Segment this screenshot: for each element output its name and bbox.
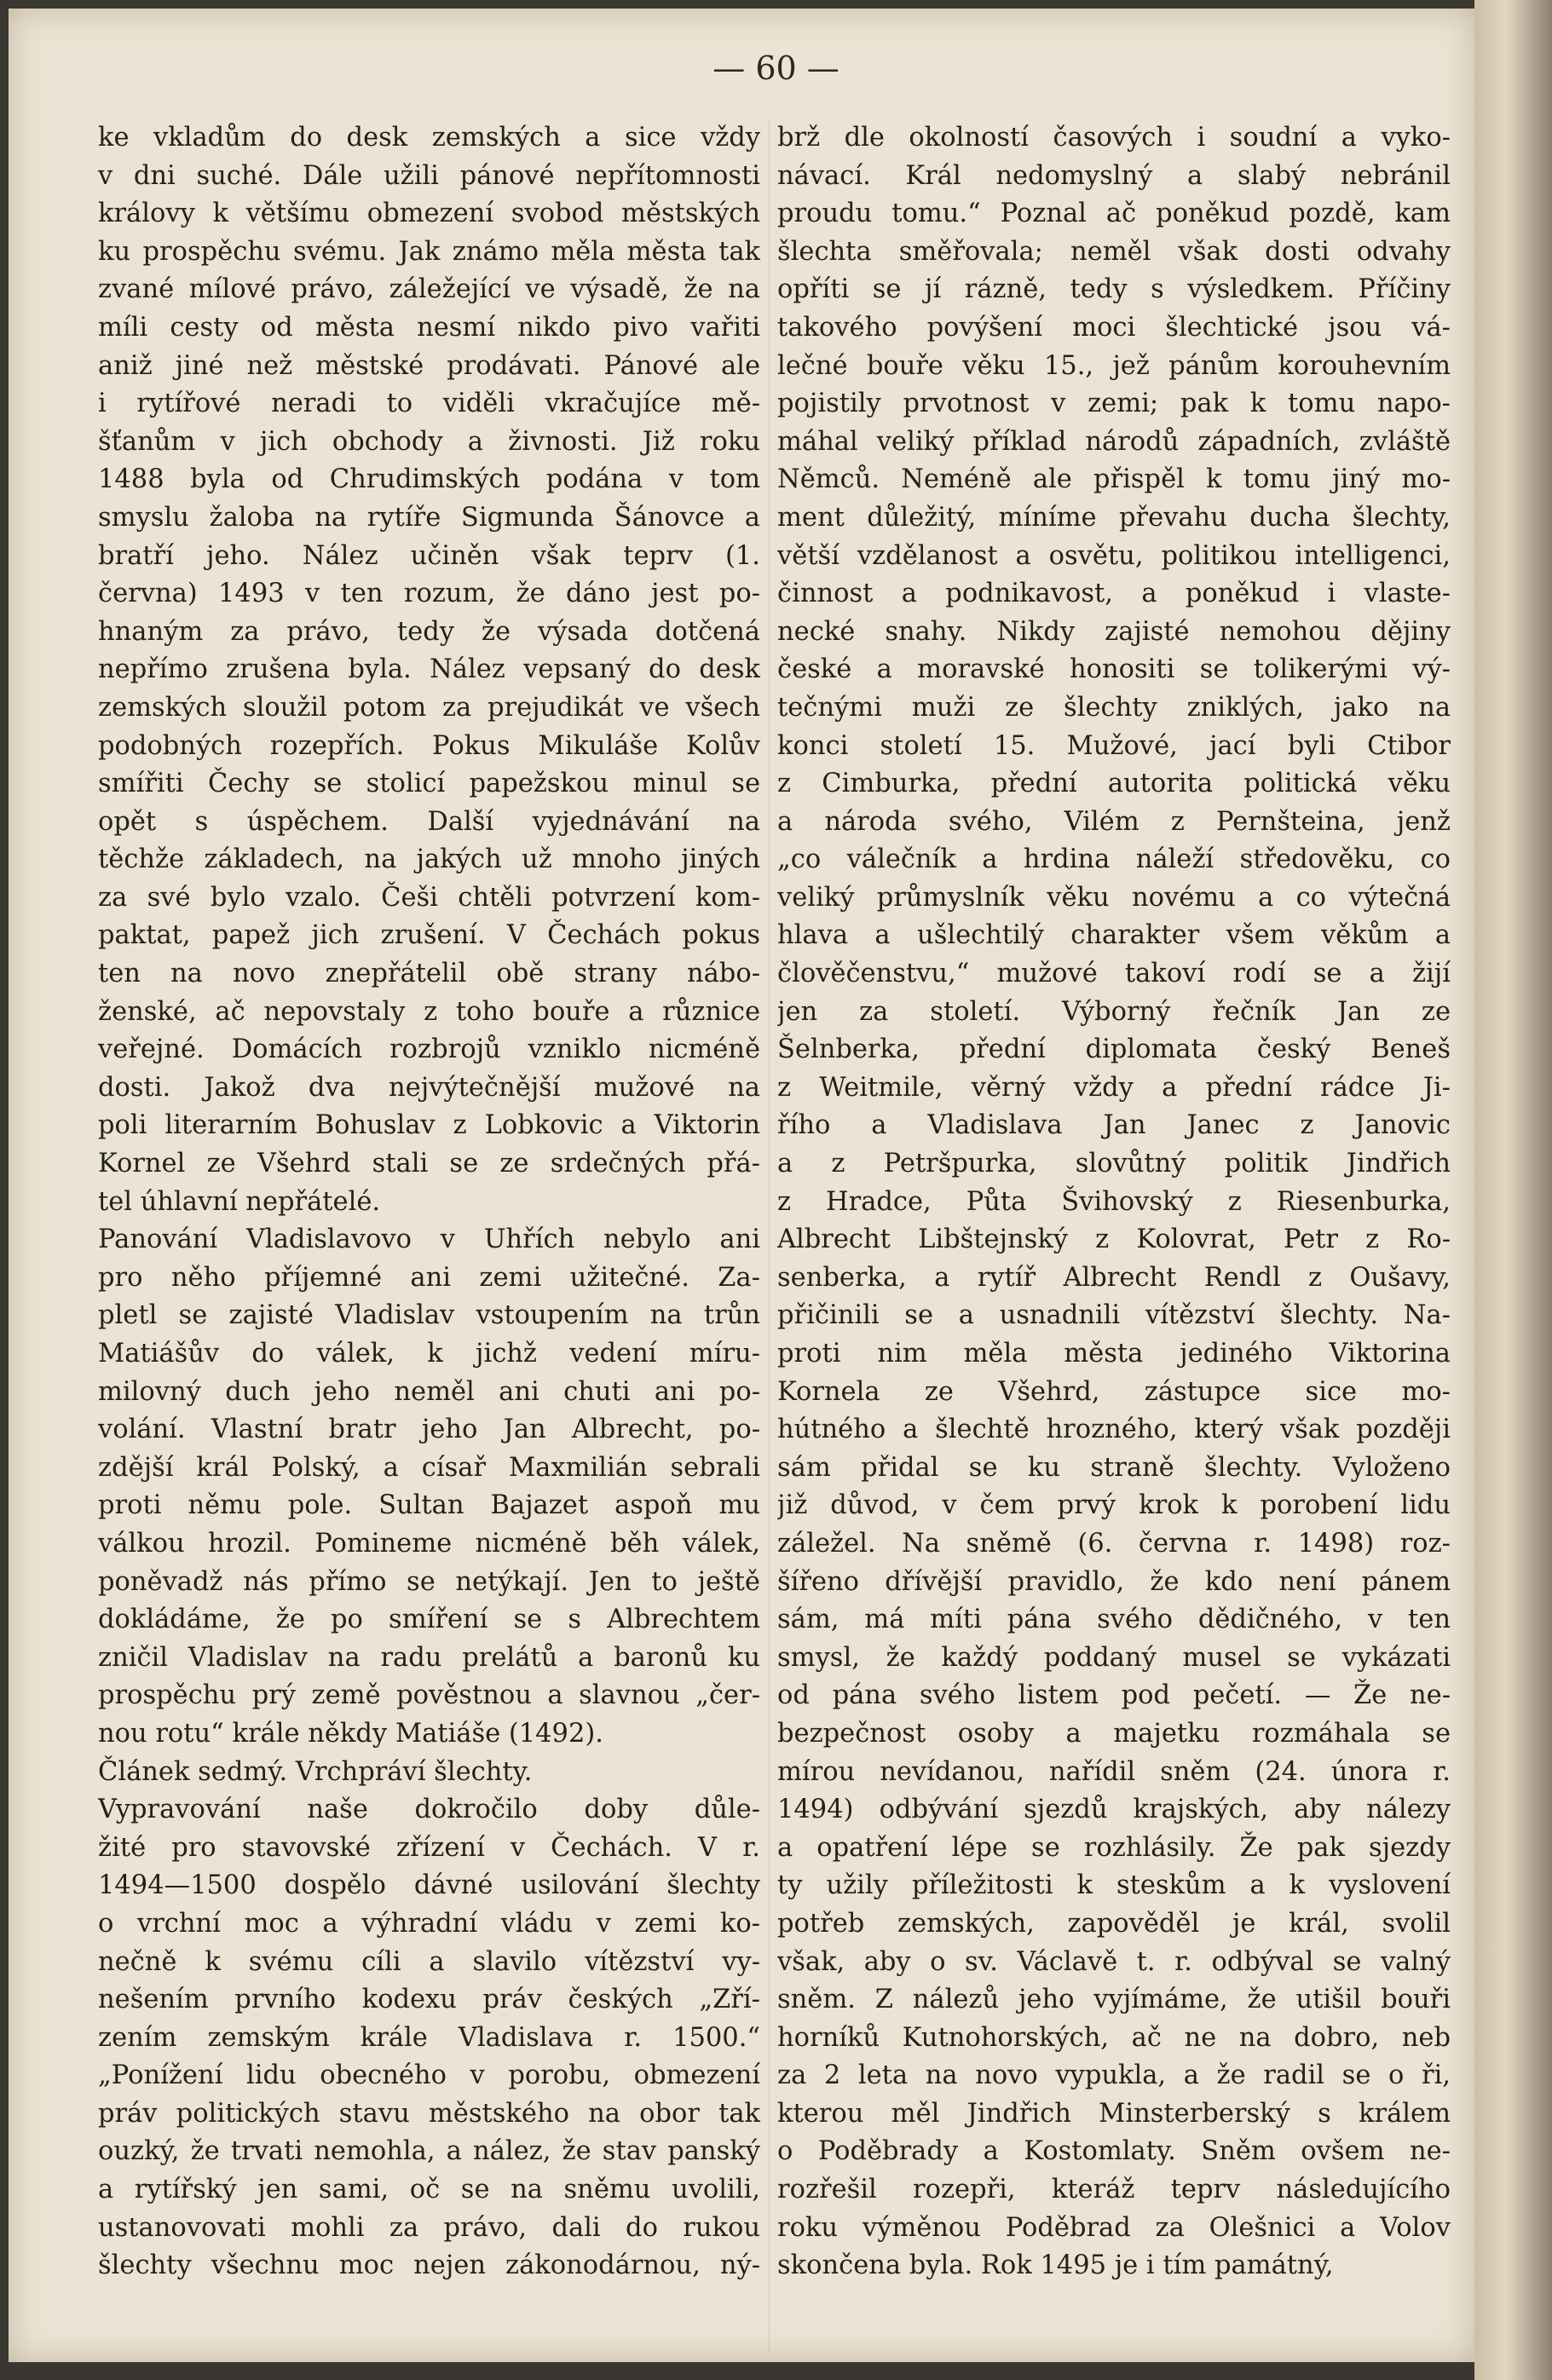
text-line: ku prospěchu svému. Jak známo měla města tak	[98, 236, 760, 267]
text-line: zením zemským krále Vladislava r. 1500.“	[98, 2022, 760, 2053]
text-line: zvané mílové právo, záležející ve výsadě, že na	[98, 274, 760, 305]
text-line: a z Petršpurka, slovůtný politik Jindřich	[777, 1149, 1451, 1179]
text-line: opět s úspěchem. Další vyjednávání na	[98, 806, 760, 837]
text-line: o Poděbrady a Kostomlaty. Sněm ovšem ne-	[777, 2136, 1451, 2167]
text-line: 1494—1500 dospělo dávné usilování šlechty	[98, 1870, 760, 1901]
text-line: dosti. Jakož dva nejvýtečnější mužové na	[98, 1072, 760, 1103]
text-line: ty užily příležitosti k steskům a k vyslovení	[777, 1870, 1451, 1901]
page-number: — 60 —	[713, 49, 839, 87]
text-line: tel úhlavní nepřátelé.	[98, 1186, 381, 1217]
text-line: šířeno dřívější pravidlo, že kdo není pánem	[777, 1566, 1451, 1597]
text-line: konci století 15. Mužové, jací byli Ctibor	[777, 730, 1451, 761]
text-line: ke vkladům do desk zemských a sice vždy	[98, 123, 760, 153]
text-line: záležel. Na sněmě (6. června r. 1498) roz-	[777, 1528, 1451, 1559]
text-line: 1494) odbývání sjezdů krajských, aby nálezy	[777, 1795, 1451, 1825]
text-line: přičinili se a usnadnili vítězství šlechty. Na-	[777, 1300, 1451, 1331]
text-line: zničil Vladislav na radu prelátů a baronů ku	[98, 1642, 760, 1673]
text-line: Albrecht Libštejnský z Kolovrat, Petr z Ro-	[777, 1225, 1451, 1255]
text-line: české a moravské honositi se tolikerými vý-	[777, 654, 1451, 685]
text-line: Vypravování naše dokročilo doby důle-	[98, 1795, 760, 1825]
text-line: ouzký, že trvati nemohla, a nález, že stav panský	[98, 2136, 760, 2167]
text-line: sám, má míti pána svého dědičného, v ten	[777, 1605, 1451, 1635]
text-line: zdější král Polský, a císař Maxmilián sebrali	[98, 1452, 760, 1483]
text-line: ustanovovati mohli za právo, dali do rukou	[98, 2212, 760, 2243]
text-line: volání. Vlastní bratr jeho Jan Albrecht, po-	[98, 1415, 760, 1445]
text-line: roku výměnou Poděbrad za Olešnici a Volov	[777, 2212, 1451, 2243]
text-line: prospěchu prý země pověstnou a slavnou „čer-	[98, 1680, 760, 1711]
text-line: máhal veliký příklad národů západních, zvláště	[777, 426, 1451, 457]
text-line: dokládáme, že po smíření se s Albrechtem	[98, 1605, 760, 1635]
text-line: Kornel ze Všehrd stali se ze srdečných přá-	[98, 1149, 760, 1179]
text-line: takového povýšení moci šlechtické jsou vá-	[777, 312, 1451, 343]
text-line: hlava a ušlechtilý charakter všem věkům a	[777, 920, 1451, 951]
text-line: potřeb zemských, zapověděl je král, svolil	[777, 1908, 1451, 1939]
text-line: opříti se jí rázně, tedy s výsledkem. Příčiny	[777, 274, 1451, 305]
text-line: paktat, papež jich zrušení. V Čechách pokus	[98, 920, 760, 951]
text-line: jen za století. Výborný řečník Jan ze	[777, 996, 1451, 1027]
text-line: královy k většímu obmezení svobod městských	[98, 199, 760, 229]
text-line: bratří jeho. Nález učiněn však teprv (1.	[98, 540, 760, 571]
text-line: a rytířský jen sami, oč se na sněmu uvolili,	[98, 2175, 760, 2205]
text-line: senberka, a rytíř Albrecht Rendl z Oušavy,	[777, 1262, 1451, 1293]
text-line: nou rotu“ krále někdy Matiáše (1492).	[98, 1718, 603, 1749]
column-gutter	[769, 119, 770, 2352]
text-line: šťanům v jich obchody a živnosti. Již roku	[98, 426, 760, 457]
text-line: pojistily prvotnost v zemi; pak k tomu napo-	[777, 389, 1451, 419]
text-line: veliký průmyslník věku novému a co výtečná	[777, 882, 1451, 913]
text-line: z Hradce, Půta Švihovský z Riesenburka,	[777, 1186, 1451, 1217]
text-line: žité pro stavovské zřízení v Čechách. V r.	[98, 1832, 760, 1863]
text-line: lečné bouře věku 15., jež pánům korouhevním	[777, 350, 1451, 381]
text-line: poněvadž nás přímo se netýkají. Jen to ještě	[98, 1566, 760, 1597]
text-line: 1488 byla od Chrudimských podána v tom	[98, 464, 760, 495]
text-line: smysl, že každý poddaný musel se vykázati	[777, 1642, 1451, 1673]
text-line: Kornela ze Všehrd, zástupce sice mo-	[777, 1376, 1451, 1407]
text-line: člověčenstvu,“ mužové takoví rodí se a žijí	[777, 959, 1451, 989]
text-line: brž dle okolností časových i soudní a vyko-	[777, 123, 1451, 153]
text-line: sám přidal se ku straně šlechty. Vyloženo	[777, 1452, 1451, 1483]
text-line: tečnými muži ze šlechty zniklých, jako na	[777, 692, 1451, 723]
text-line: zemských sloužil potom za prejudikát ve všech	[98, 692, 760, 723]
text-line: větší vzdělanost a osvětu, politikou intelligenci,	[777, 540, 1451, 571]
text-line: práv politických stavu městského na obor tak	[98, 2098, 760, 2129]
text-line: Šelnberka, přední diplomata český Beneš	[777, 1034, 1451, 1065]
page-edge	[1474, 0, 1552, 2380]
text-line: od pána svého listem pod pečetí. — Že ne-	[777, 1680, 1451, 1711]
text-line: „Ponížení lidu obecného v porobu, obmezení	[98, 2060, 760, 2091]
text-line: za 2 leta na novo vypukla, a že radil se o ři,	[777, 2060, 1451, 2091]
text-line: hútného a šlechtě hrozného, který však později	[777, 1415, 1451, 1445]
text-line: Němců. Neméně ale přispěl k tomu jiný mo-	[777, 464, 1451, 495]
text-line: června) 1493 v ten rozum, že dáno jest po-	[98, 579, 760, 609]
text-line: ženské, ač nepovstaly z toho bouře a různice	[98, 996, 760, 1027]
text-line: sněm. Z nálezů jeho vyjímáme, že utišil bouři	[777, 1985, 1451, 2015]
text-line: Matiášův do válek, k jichž vedení míru-	[98, 1339, 760, 1369]
text-line: podobných rozepřích. Pokus Mikuláše Kolův	[98, 730, 760, 761]
right-text-column	[777, 119, 1451, 2352]
text-line: aniž jiné než městské prodávati. Pánové ale	[98, 350, 760, 381]
text-line: smířiti Čechy se stolicí papežskou minul se	[98, 769, 760, 799]
text-line: řího a Vladislava Jan Janec z Janovic	[777, 1110, 1451, 1141]
text-line: a národa svého, Vilém z Pernšteina, jenž	[777, 806, 1451, 837]
text-line: milovný duch jeho neměl ani chuti ani po-	[98, 1376, 760, 1407]
text-line: a opatření lépe se rozhlásily. Že pak sjezdy	[777, 1832, 1451, 1863]
text-line: nepřímo zrušena byla. Nález vepsaný do desk	[98, 654, 760, 685]
text-line: skončena byla. Rok 1495 je i tím památný,	[777, 2250, 1334, 2281]
text-line: hnaným za právo, tedy že výsada dotčená	[98, 616, 760, 647]
text-line: míli cesty od města nesmí nikdo pivo vařiti	[98, 312, 760, 343]
text-line: horníků Kutnohorských, ač ne na dobro, neb	[777, 2022, 1451, 2053]
text-line: těchže základech, na jakých už mnoho jiných	[98, 844, 760, 875]
text-line: o vrchní moc a výhradní vládu v zemi ko-	[98, 1908, 760, 1939]
text-line: smyslu žaloba na rytíře Sigmunda Šánovce a	[98, 502, 760, 533]
text-line: kterou měl Jindřich Minsterberský s králem	[777, 2098, 1451, 2129]
text-line: za své bylo vzalo. Češi chtěli potvrzení kom-	[98, 882, 760, 913]
text-line: ten na novo znepřátelil obě strany nábo-	[98, 959, 760, 989]
text-line: nešením prvního kodexu práv českých „Zří-	[98, 1985, 760, 2015]
text-line: šlechty všechnu moc nejen zákonodárnou, ný-	[98, 2250, 760, 2281]
text-line: již důvod, v čem prvý krok k porobení lidu	[777, 1490, 1451, 1521]
text-line: válkou hrozil. Pomineme nicméně běh válek,	[98, 1528, 760, 1559]
text-line: i rytířové neradi to viděli vkračujíce mě-	[98, 389, 760, 419]
text-line: rozřešil rozepři, kteráž teprv následujícího	[777, 2175, 1451, 2205]
text-line: v dni suché. Dále užili pánové nepřítomnosti	[98, 160, 760, 191]
text-line: šlechta směřovala; neměl však dosti odvahy	[777, 236, 1451, 267]
text-line: proti nim měla města jediného Viktorina	[777, 1339, 1451, 1369]
text-line: mírou nevídanou, nařídil sněm (24. února r.	[777, 1756, 1451, 1787]
text-line: proti němu pole. Sultan Bajazet aspoň mu	[98, 1490, 760, 1521]
text-line: bezpečnost osoby a majetku rozmáhala se	[777, 1718, 1451, 1749]
text-line: pletl se zajisté Vladislav vstoupením na trůn	[98, 1300, 760, 1331]
text-line: ment důležitý, míníme převahu ducha šlechty,	[777, 502, 1451, 533]
text-line: „co válečník a hrdina náleží středověku, co	[777, 844, 1451, 875]
text-line: nečně k svému cíli a slavilo vítězství vy-	[98, 1946, 760, 1977]
text-line: veřejné. Domácích rozbrojů vzniklo nicméně	[98, 1034, 760, 1065]
text-line: Článek sedmý. Vrchpráví šlechty.	[98, 1756, 533, 1787]
text-line: z Cimburka, přední autorita politická věku	[777, 769, 1451, 799]
text-line: pro něho příjemné ani zemi užitečné. Za-	[98, 1262, 760, 1293]
text-line: proudu tomu.“ Poznal ač poněkud pozdě, kam	[777, 199, 1451, 229]
text-line: poli literarním Bohuslav z Lobkovic a Viktorin	[98, 1110, 760, 1141]
text-line: návací. Král nedomyslný a slabý nebránil	[777, 160, 1451, 191]
left-text-column	[98, 119, 760, 2352]
text-line: však, aby o sv. Václavě t. r. odbýval se valný	[777, 1946, 1451, 1977]
text-line: Panování Vladislavovo v Uhřích nebylo ani	[98, 1225, 760, 1255]
text-line: necké snahy. Nikdy zajisté nemohou dějiny	[777, 616, 1451, 647]
text-line: z Weitmile, věrný vždy a přední rádce Ji-	[777, 1072, 1451, 1103]
text-line: činnost a podnikavost, a poněkud i vlaste-	[777, 579, 1451, 609]
